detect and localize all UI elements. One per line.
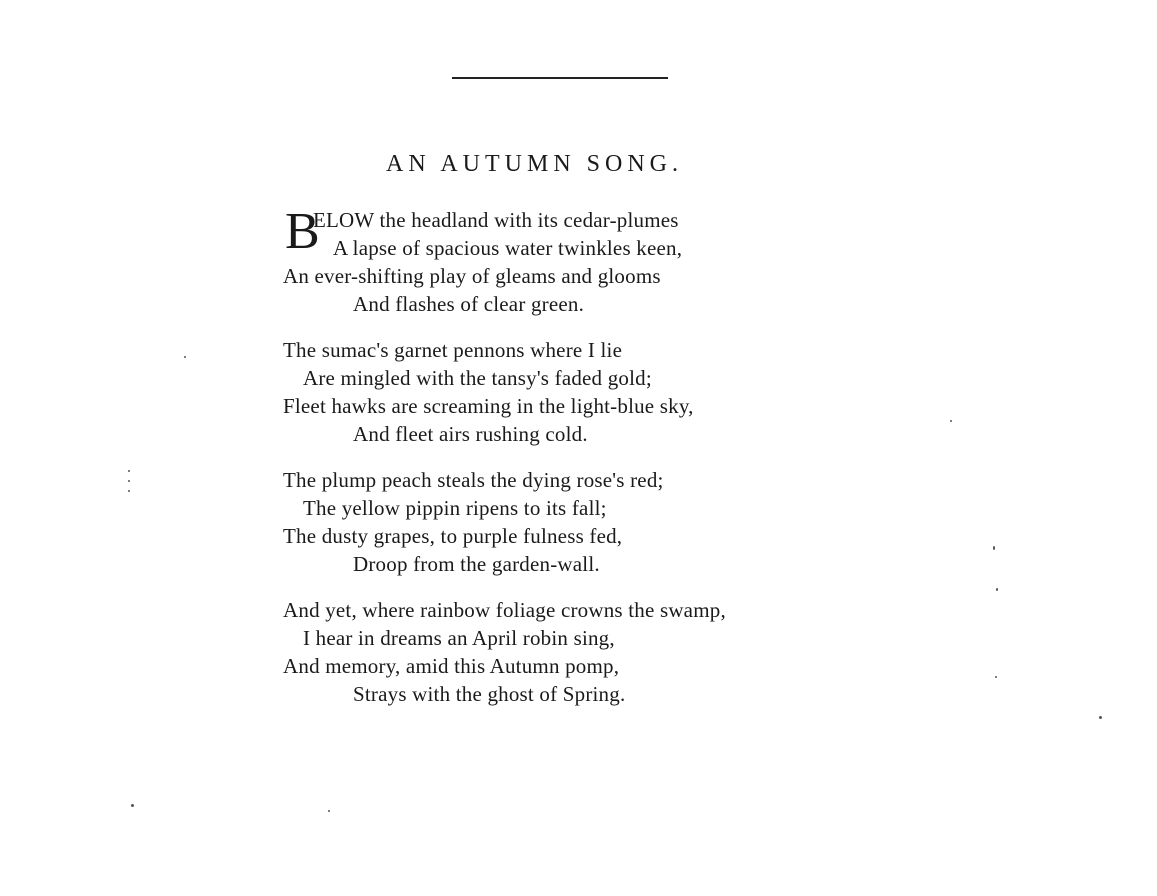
stanza-2 — [283, 336, 883, 448]
poem-line: And memory, amid this Autumn pomp, — [283, 654, 620, 678]
scan-speck — [131, 804, 134, 807]
stanza-gap — [283, 578, 883, 596]
poem-body — [283, 203, 883, 708]
poem-line: And flashes of clear green. — [353, 292, 585, 316]
poem-line-text: ELOW the headland with its cedar-plumes — [313, 208, 679, 232]
poem-line: Droop from the garden-wall. — [353, 552, 600, 576]
top-rule — [452, 77, 668, 79]
poem-title: AN AUTUMN SONG. — [386, 151, 684, 177]
scan-speck — [950, 420, 952, 422]
stanza-gap — [283, 448, 883, 466]
drop-cap: B — [285, 203, 320, 260]
poem-line: The plump peach steals the dying rose's red; — [283, 468, 664, 492]
scan-speck — [993, 546, 995, 550]
scan-speck — [996, 588, 998, 591]
scan-speck — [184, 356, 186, 358]
stanza-gap — [283, 318, 883, 336]
poem-line: Fleet hawks are screaming in the light-blue sky, — [283, 394, 694, 418]
poem-line: The yellow pippin ripens to its fall; — [303, 496, 607, 520]
scan-speck — [128, 470, 130, 472]
scan-speck — [1099, 716, 1102, 719]
poem-line: And fleet airs rushing cold. — [353, 422, 588, 446]
poem-line: Strays with the ghost of Spring. — [353, 682, 626, 706]
poem-line: An ever-shifting play of gleams and glooms — [283, 264, 661, 288]
scan-speck — [995, 676, 997, 678]
poem-line: Are mingled with the tansy's faded gold; — [303, 366, 652, 390]
scan-speck — [128, 490, 130, 492]
stanza-4 — [283, 596, 883, 708]
poem-line: The sumac's garnet pennons where I lie — [283, 338, 623, 362]
stanza-3 — [283, 466, 883, 578]
poem-line: I hear in dreams an April robin sing, — [303, 626, 615, 650]
stanza-1 — [283, 203, 883, 318]
scan-speck — [128, 480, 130, 482]
poem-line: A lapse of spacious water twinkles keen, — [333, 236, 683, 260]
poem-line: The dusty grapes, to purple fulness fed, — [283, 524, 623, 548]
poem-line: And yet, where rainbow foliage crowns the swamp, — [283, 598, 726, 622]
scan-speck — [328, 810, 330, 812]
